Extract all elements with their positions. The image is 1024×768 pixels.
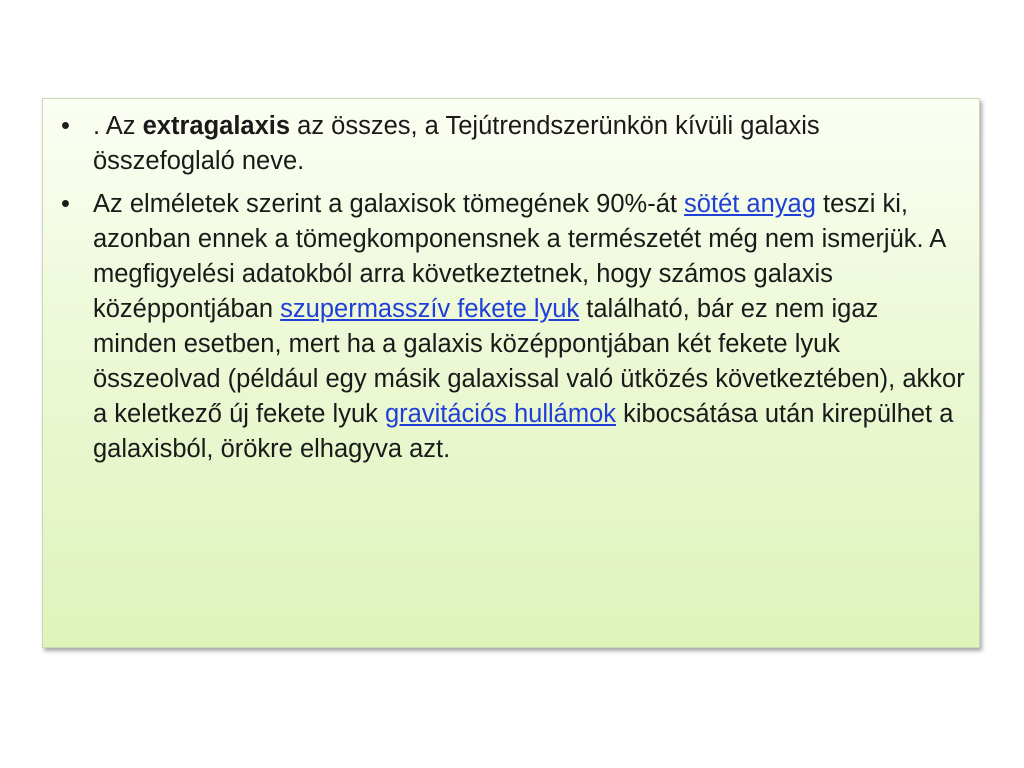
bullet-marker: • — [61, 112, 70, 140]
bullet-text: kibocsátása után kirepülhet a galaxisból, örökre elhagyva azt. — [93, 400, 954, 463]
bullet-text: . Az — [93, 112, 143, 140]
bullet-list — [57, 109, 967, 467]
bullet-item-2 — [57, 187, 967, 467]
link-dark-matter[interactable]: sötét anyag — [684, 190, 816, 218]
link-gravitational-waves[interactable]: gravitációs hullámok — [385, 400, 617, 428]
bullet-text: Az elméletek szerint a galaxisok tömegének 90%-át — [93, 190, 685, 218]
link-supermassive-black-hole[interactable]: szupermasszív fekete lyuk — [280, 295, 580, 323]
bullet-marker: • — [61, 190, 70, 218]
bullet-text: teszi ki, azonban ennek a tömegkomponensnek a természetét még nem ismerjük. A megfigyelési adatokból arra következtetnek, hogy számos galaxis középpontjában — [93, 190, 945, 323]
bullet-text: található, bár ez nem igaz minden esetben, mert ha a galaxis középpontjában két fekete lyuk összeolvad (például egy másik galaxissal való ütközés következtében), akkor a keletkező új fekete lyuk — [93, 295, 965, 428]
bullet-item-1 — [57, 109, 967, 179]
content-textbox — [42, 98, 980, 648]
bullet-text: az összes, a Tejútrendszerünkön kívüli galaxis összefoglaló neve. — [93, 112, 820, 175]
bold-term: extragalaxis — [142, 112, 291, 140]
